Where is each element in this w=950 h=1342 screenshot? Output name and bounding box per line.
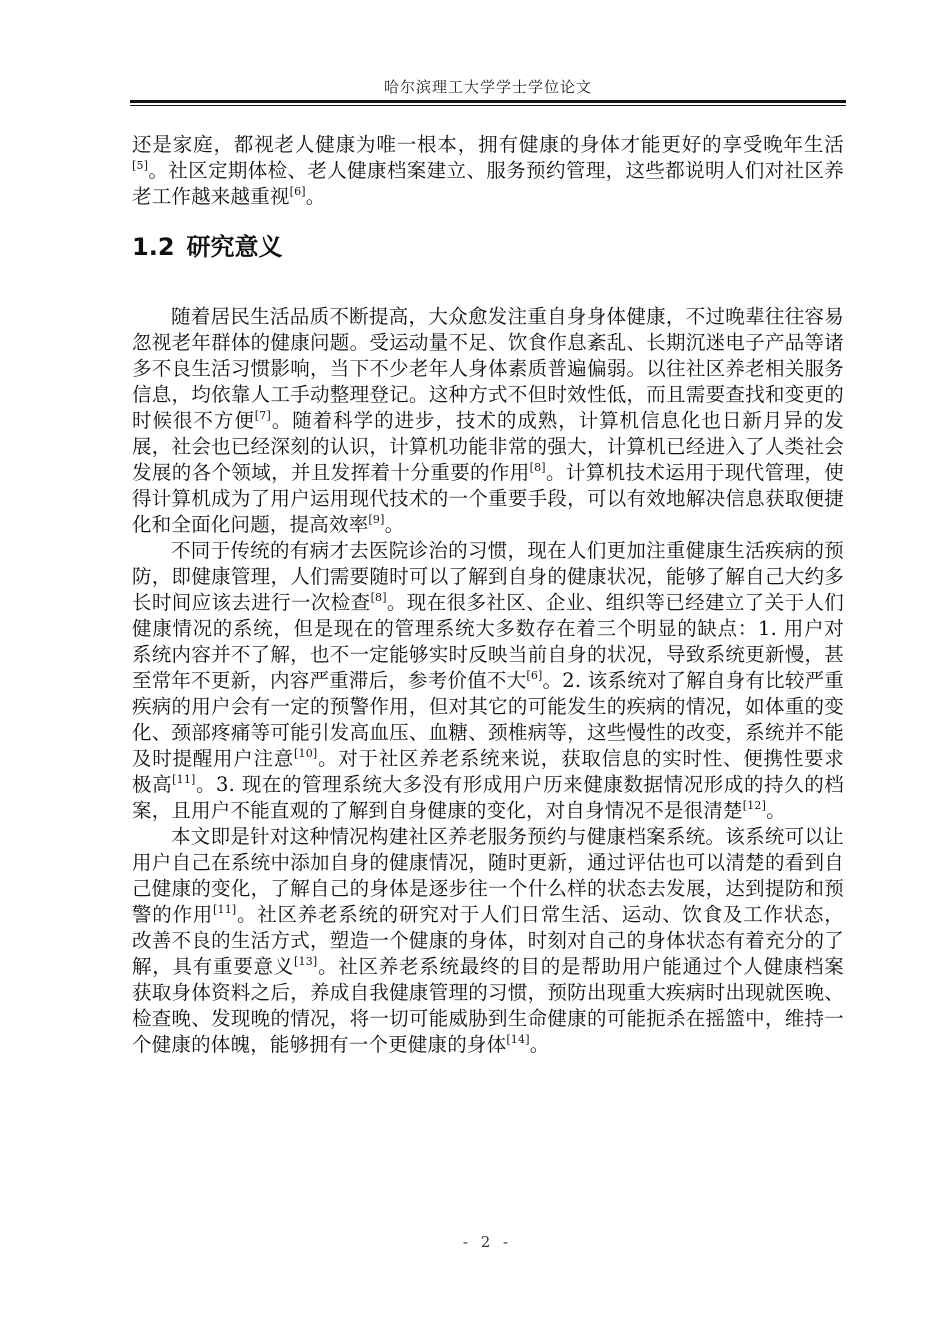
citation: [5] — [132, 158, 149, 172]
citation: [11] — [213, 902, 237, 916]
citation: [11] — [172, 772, 196, 786]
page-body — [132, 132, 844, 1058]
header-rule-thick — [130, 100, 846, 103]
citation: [13] — [294, 954, 318, 968]
paragraph-continued: 还是家庭，都视老人健康为唯一根本，拥有健康的身体才能更好的享受晚年生活[5]。社区定期体检、老人健康档案建立、服务预约管理，这些都说明人们对社区养老工作越来越重视[6]。 — [132, 133, 844, 208]
running-header: 哈尔滨理工大学学士学位论文 — [383, 78, 592, 96]
citation: [14] — [506, 1032, 530, 1046]
spacer — [132, 263, 844, 304]
section-number: 1.2 — [132, 233, 175, 261]
paragraph: 不同于传统的有病才去医院诊治的习惯，现在人们更加注重健康生活疾病的预防，即健康管理，人们需要随时可以了解到自身的健康状况，能够了解自己大约多长时间应该去进行一次检查[8]。现在很多社区、企业、组织等已经建立了关于人们健康情况的系统，但是现在的管理系统大多数存在着三个明显的缺点：1. 用户对系统内容并不了解，也不一定能够实时反映当前自身的状况，导致系统更新慢，甚至常年不更新，内容严重滞后，参考价值不大[6]。2. 该系统对了解自身有比较严重疾病的用户会有一定的预警作用，但对其它的可能发生的疾病的情况，如体重的变化、颈部疼痛等可能引发高血压、血糖、颈椎病等，这些慢性的改变，系统并不能及时提醒用户注意[10]。对于社区养老系统来说，获取信息的实时性、便携性要求极高[11]。3. 现在的管理系统大多没有形成用户历来健康数据情况形成的持久的档案，且用户不能直观的了解到自身健康的变化，对自身情况不是很清楚[12]。 — [132, 539, 844, 822]
section-title: 研究意义 — [186, 233, 283, 261]
citation: [8] — [370, 590, 387, 604]
paragraph: 本文即是针对这种情况构建社区养老服务预约与健康档案系统。该系统可以让用户自己在系统中添加自身的健康情况，随时更新，通过评估也可以清楚的看到自己健康的变化，了解自己的身体是逐步往一个什么样的状态去发展，达到提防和预警的作用[11]。社区养老系统的研究对于人们日常生活、运动、饮食及工作状态，改善不良的生活方式，塑造一个健康的身体，时刻对自己的身体状态有着充分的了解，具有重要意义[13]。社区养老系统最终的目的是帮助用户能通过个人健康档案获取身体资料之后，养成自我健康管理的习惯，预防出现重大疾病时出现就医晚、检查晚、发现晚的情况，将一切可能威胁到生命健康的可能扼杀在摇篮中，维持一个健康的体魄，能够拥有一个更健康的身体[14]。 — [132, 825, 844, 1056]
citation: [10] — [294, 746, 318, 760]
header-rule-thin — [130, 105, 846, 106]
paragraph: 随着居民生活品质不断提高，大众愈发注重自身身体健康，不过晚辈往往容易忽视老年群体的健康问题。受运动量不足、饮食作息紊乱、长期沉迷电子产品等诸多不良生活习惯影响，当下不少老年人身体素质普遍偏弱。以往社区养老相关服务信息，均依靠人工手动整理登记。这种方式不但时效性低，而且需要查找和变更的时候很不方便[7]。随着科学的进步，技术的成熟，计算机信息化也日新月异的发展，社会也已经深刻的认识，计算机功能非常的强大，计算机已经进入了人类社会发展的各个领域，并且发挥着十分重要的作用[8]。计算机技术运用于现代管理，使得计算机成为了用户运用现代技术的一个重要手段，可以有效地解决信息获取便捷化和全面化问题，提高效率[9]。 — [132, 305, 844, 536]
section-heading — [132, 231, 844, 263]
citation: [7] — [254, 408, 271, 422]
citation: [6] — [289, 184, 306, 198]
citation: [12] — [742, 798, 767, 812]
citation: [6] — [526, 668, 543, 682]
citation: [8] — [529, 460, 546, 474]
page-number: - 2 - — [462, 1233, 513, 1251]
citation: [9] — [368, 512, 385, 526]
